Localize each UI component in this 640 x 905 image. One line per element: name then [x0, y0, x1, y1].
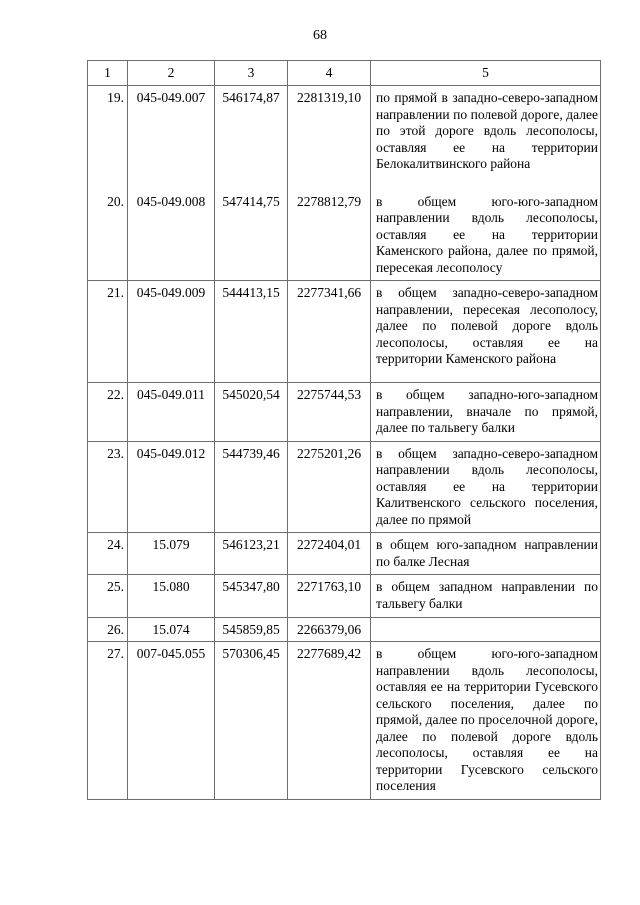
point-code: 045-049.009: [128, 281, 215, 383]
coord-x: 545020,54: [215, 383, 288, 442]
coord-y: 2278812,79: [288, 190, 371, 281]
coord-x: 570306,45: [215, 642, 288, 800]
row-number: 26.: [88, 618, 128, 642]
point-code: 15.074: [128, 618, 215, 642]
table-row: [88, 190, 601, 281]
row-number: 22.: [88, 383, 128, 442]
description: в общем западном направлении по тальвегу балки: [371, 575, 601, 618]
row-number: 25.: [88, 575, 128, 618]
table-row: [88, 281, 601, 383]
description: в общем западно-северо-западном направлении, пересекая лесополосу, далее по полевой дороге вдоль лесополосы, оставляя ее на территории Каменского района: [371, 281, 601, 383]
column-header: 4: [288, 61, 371, 86]
coord-x: 544739,46: [215, 441, 288, 533]
description: по прямой в западно-северо-западном направлении по полевой дороге, далее по этой дороге вдоль лесополосы, оставляя ее на территории Белокалитвинского района: [371, 86, 601, 190]
table-row: [88, 618, 601, 642]
coord-x: 544413,15: [215, 281, 288, 383]
table-row: [88, 383, 601, 442]
coord-y: 2281319,10: [288, 86, 371, 190]
column-header: 3: [215, 61, 288, 86]
description: [371, 618, 601, 642]
coord-y: 2266379,06: [288, 618, 371, 642]
coord-x: 546174,87: [215, 86, 288, 190]
row-number: 24.: [88, 533, 128, 575]
description: в общем западно-северо-западном направлении вдоль лесополосы, оставляя ее на территории Калитвенского сельского поселения, далее по прямой: [371, 441, 601, 533]
coord-y: 2272404,01: [288, 533, 371, 575]
description: в общем юго-юго-западном направлении вдоль лесополосы, оставляя ее на территории Гусевского сельского поселения, далее по прямой, далее по проселочной дороге, далее по полевой дороге вдоль лесополосы, оставляя ее на территории Гусевского сельского поселения: [371, 642, 601, 800]
table-header-row: [88, 61, 601, 86]
point-code: 15.080: [128, 575, 215, 618]
table-row: [88, 441, 601, 533]
coord-y: 2277341,66: [288, 281, 371, 383]
row-number: 21.: [88, 281, 128, 383]
point-code: 007-045.055: [128, 642, 215, 800]
coord-x: 546123,21: [215, 533, 288, 575]
point-code: 045-049.012: [128, 441, 215, 533]
coord-y: 2271763,10: [288, 575, 371, 618]
description: в общем юго-западном направлении по балке Лесная: [371, 533, 601, 575]
page-number: 68: [313, 28, 327, 43]
coord-y: 2277689,42: [288, 642, 371, 800]
point-code: 15.079: [128, 533, 215, 575]
row-number: 20.: [88, 190, 128, 281]
column-header: 5: [371, 61, 601, 86]
point-code: 045-049.011: [128, 383, 215, 442]
description: в общем юго-юго-западном направлении вдоль лесополосы, оставляя ее на территории Каменского района, далее по прямой, пересекая лесополосу: [371, 190, 601, 281]
table-row: [88, 533, 601, 575]
column-header: 2: [128, 61, 215, 86]
table-row: [88, 86, 601, 190]
point-code: 045-049.008: [128, 190, 215, 281]
row-number: 23.: [88, 441, 128, 533]
column-header: 1: [88, 61, 128, 86]
coord-x: 545859,85: [215, 618, 288, 642]
boundary-table: [87, 60, 601, 800]
table-row: [88, 642, 601, 800]
row-number: 27.: [88, 642, 128, 800]
coord-x: 545347,80: [215, 575, 288, 618]
coord-y: 2275201,26: [288, 441, 371, 533]
row-number: 19.: [88, 86, 128, 190]
description: в общем западно-юго-западном направлении, вначале по прямой, далее по тальвегу балки: [371, 383, 601, 442]
coord-x: 547414,75: [215, 190, 288, 281]
table-row: [88, 575, 601, 618]
point-code: 045-049.007: [128, 86, 215, 190]
coord-y: 2275744,53: [288, 383, 371, 442]
